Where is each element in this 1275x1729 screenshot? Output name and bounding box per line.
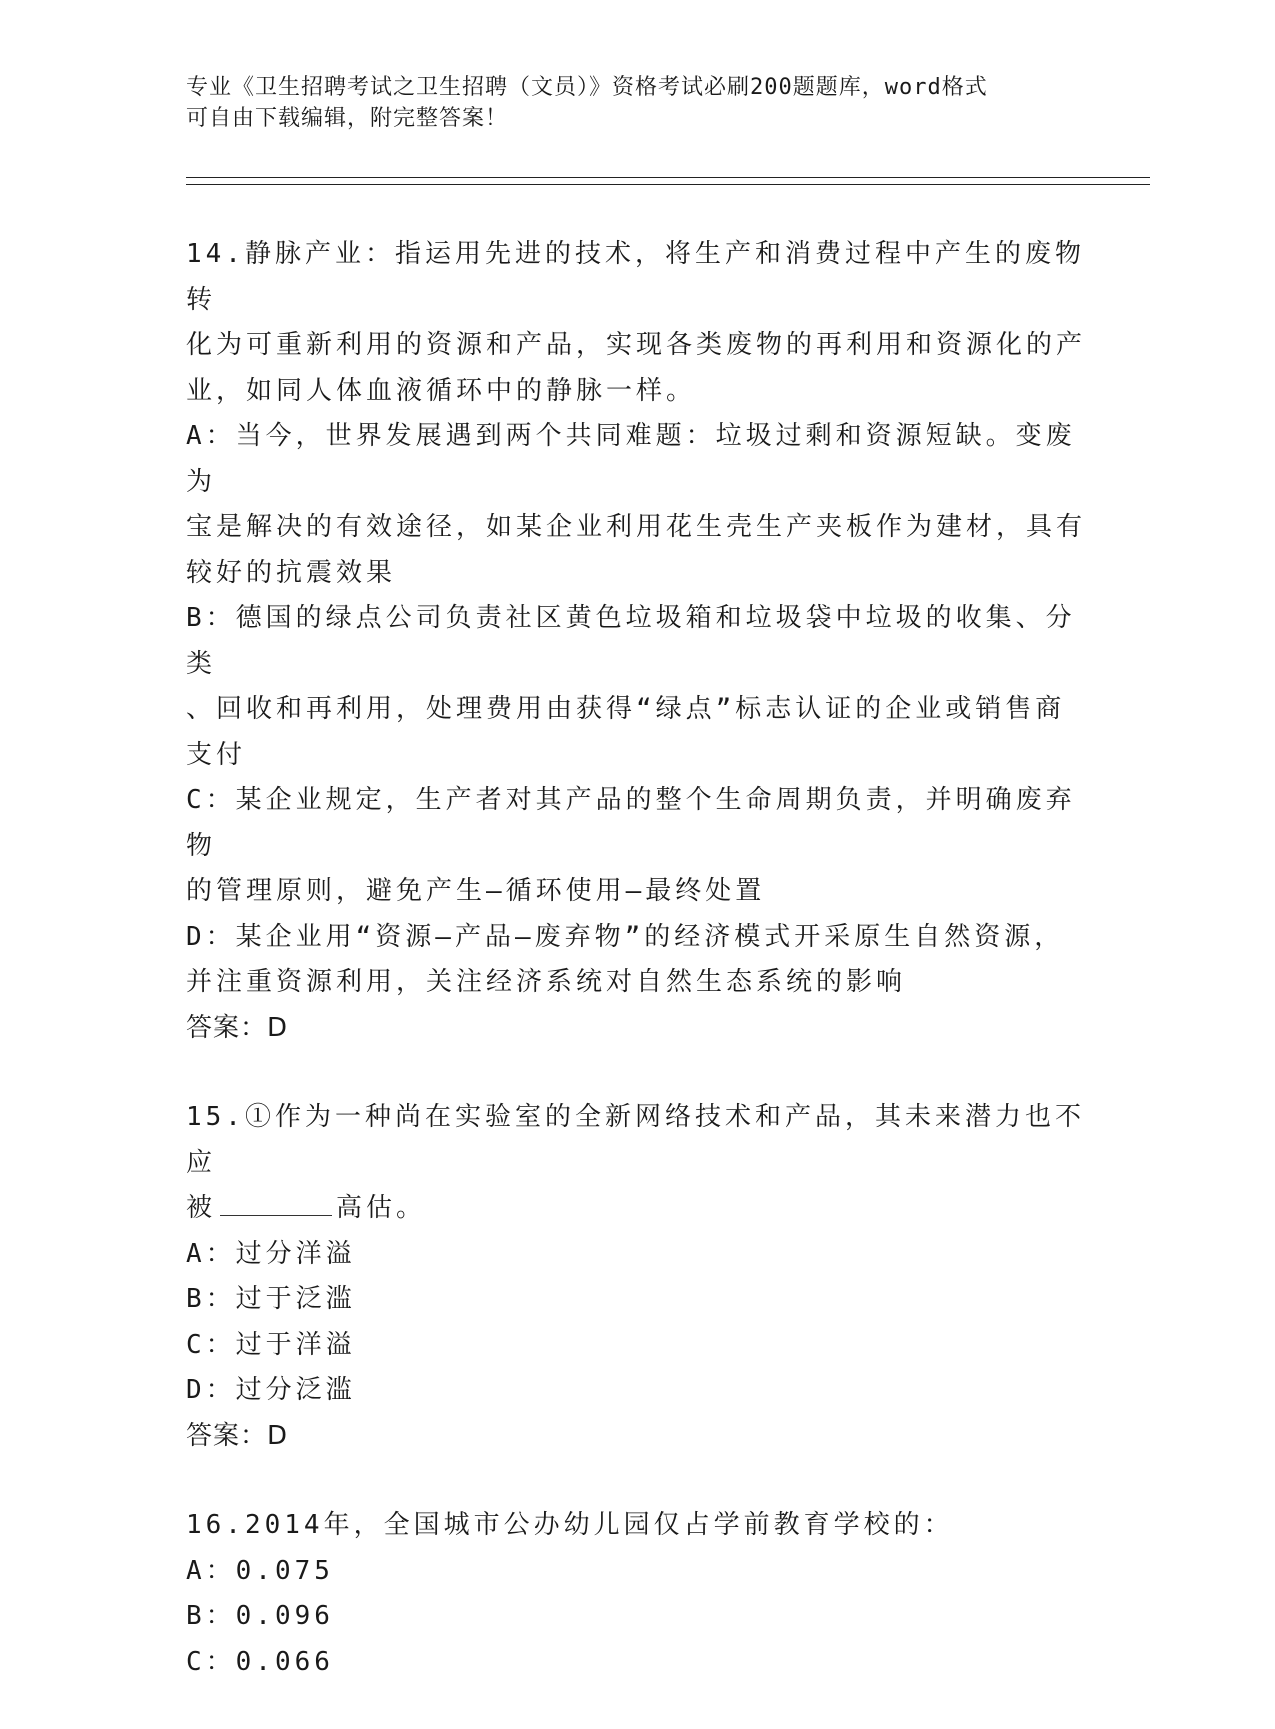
option-line: A：当今，世界发展遇到两个共同难题：垃圾过剩和资源短缺。变废为 [186, 421, 1076, 497]
question-15 [186, 1095, 1086, 1459]
answer-label: 答案：D [186, 1012, 289, 1043]
question-stem-line: 16.2014年，全国城市公办幼儿园仅占学前教育学校的： [186, 1510, 954, 1540]
stem-text-before-blank: 被 [186, 1193, 217, 1223]
option-line: 支付 [186, 739, 247, 770]
option-c [186, 778, 1086, 915]
option-line: 并注重资源利用，关注经济系统对自然生态系统的影响 [186, 967, 907, 997]
option-d [186, 915, 1086, 1006]
option-line: 宝是解决的有效途径，如某企业利用花生壳生产夹板作为建材，具有 [186, 512, 1087, 542]
question-stem-line: 14.静脉产业：指运用先进的技术，将生产和消费过程中产生的废物转 [186, 239, 1085, 315]
fill-in-blank [220, 1193, 332, 1216]
option-line: C：某企业规定，生产者对其产品的整个生命周期负责，并明确废弃物 [186, 785, 1076, 861]
option-c: C：0.066 [186, 1646, 334, 1677]
question-list [186, 232, 1086, 1729]
question-stem-line [186, 1186, 1086, 1232]
option-line: D：某企业用“资源—产品—废弃物”的经济模式开采原生自然资源， [186, 921, 1065, 952]
option-line: 、回收和再利用，处理费用由获得“绿点”标志认证的企业或销售商 [186, 694, 1066, 724]
header-divider [186, 177, 1150, 185]
stem-text-after-blank: 高估。 [336, 1193, 427, 1223]
question-16 [186, 1503, 1086, 1685]
option-b: B：过于泛滥 [186, 1284, 356, 1314]
option-c: C：过于洋溢 [186, 1329, 356, 1360]
answer-label: 答案：D [186, 1420, 289, 1451]
option-line: 较好的抗震效果 [186, 557, 397, 588]
option-b [186, 596, 1086, 778]
question-stem-line: 业，如同人体血液循环中的静脉一样。 [186, 375, 697, 406]
option-line: 的管理原则，避免产生—循环使用—最终处置 [186, 876, 766, 906]
question-14 [186, 232, 1086, 1051]
question-stem-line: 15.①作为一种尚在实验室的全新网络技术和产品，其未来潜力也不应 [186, 1102, 1085, 1178]
option-a: A：过分洋溢 [186, 1238, 356, 1269]
option-b: B：0.096 [186, 1601, 334, 1631]
option-a [186, 414, 1086, 596]
header-title-line-2: 可自由下载编辑，附完整答案！ [186, 106, 509, 131]
question-stem-line: 化为可重新利用的资源和产品，实现各类废物的再利用和资源化的产 [186, 330, 1087, 360]
option-line: B：德国的绿点公司负责社区黄色垃圾箱和垃圾袋中垃圾的收集、分类 [186, 603, 1076, 679]
document-header [186, 72, 1066, 134]
option-a: A：0.075 [186, 1555, 334, 1586]
header-title-line-1: 专业《卫生招聘考试之卫生招聘（文员）》资格考试必刷200题题库，word格式 [186, 75, 988, 100]
option-d: D：过分泛滥 [186, 1375, 356, 1405]
